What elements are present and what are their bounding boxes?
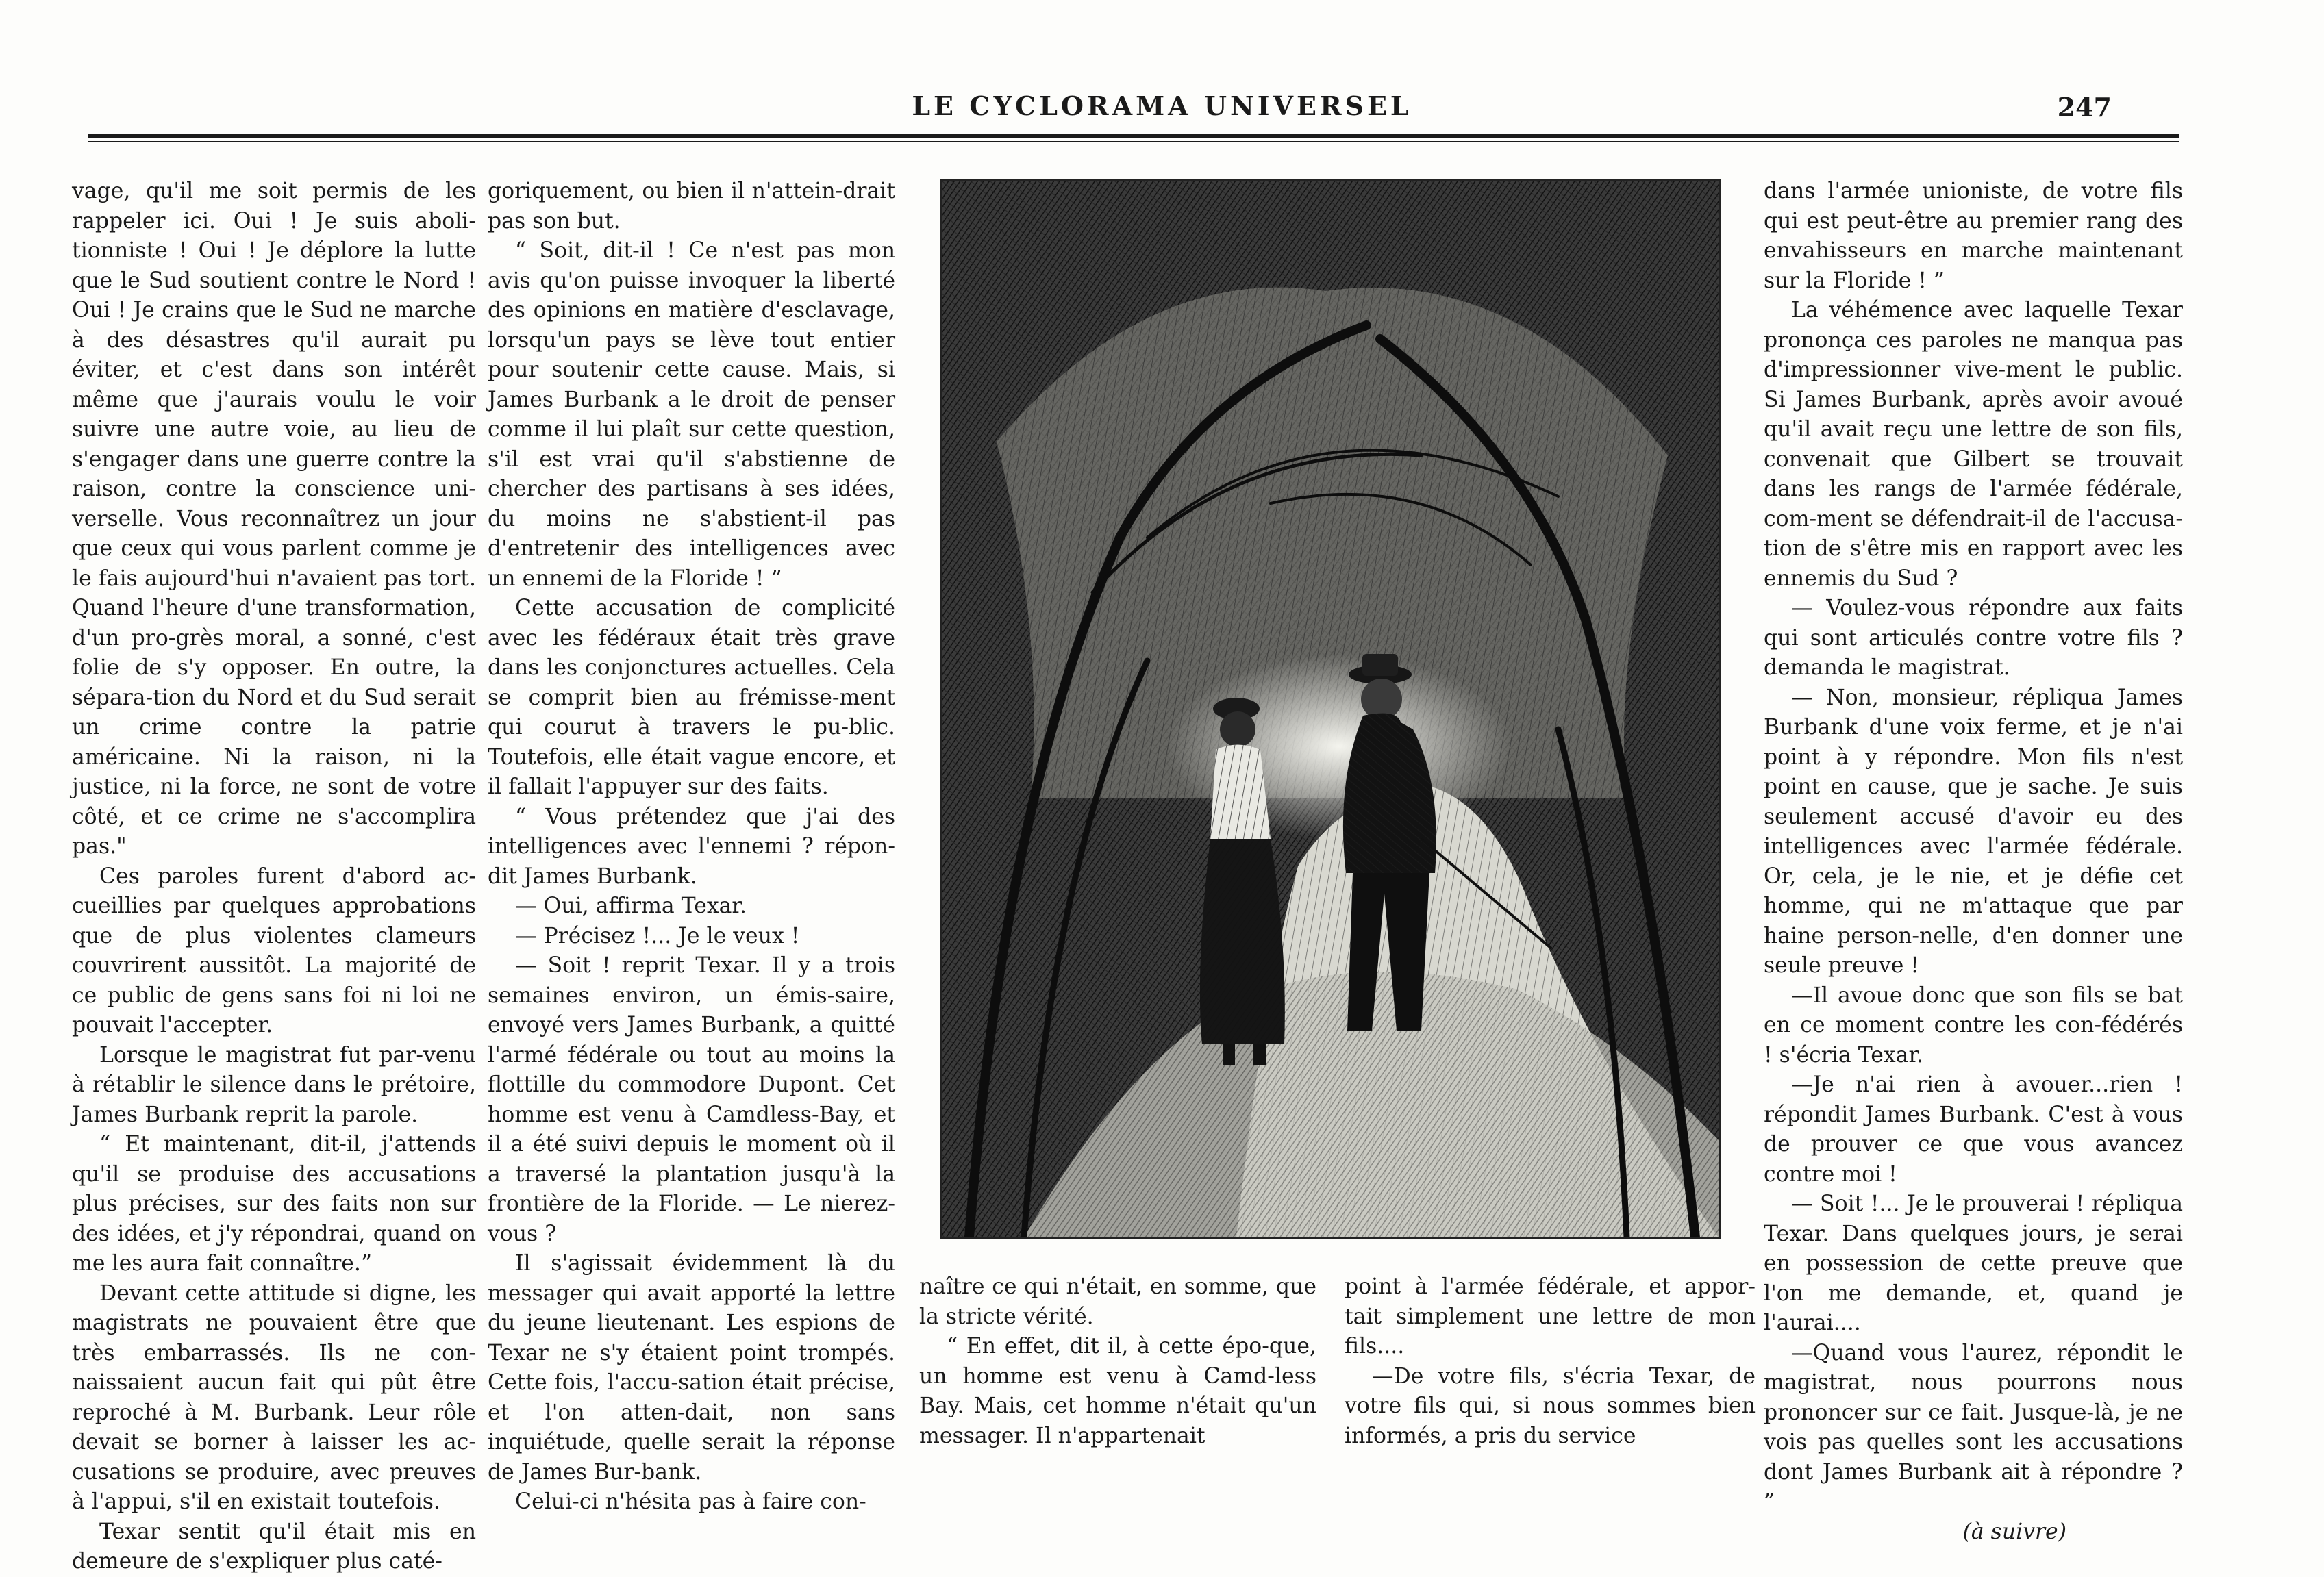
paragraph: “ Soit, dit-il ! Ce n'est pas mon avis qu'on puisse invoquer la liberté des opinions en matière d'esclavage, lorsqu'un pays se lève tout entier pour soutenir cette cause. Mais, si James Burbank a le droit de penser comme il lui plaît sur cette question, s'il est vrai qu'il s'abstienne de chercher des partisans à ses idées, du moins ne s'abstient-il pas d'entretenir des intelligences avec un ennemi de la Floride ! ” xyxy=(488,238,895,591)
paragraph: goriquement, ou bien il n'attein-drait pas son but. xyxy=(488,179,895,234)
paragraph: “ Vous prétendez que j'ai des intelligences avec l'ennemi ? répon-dit James Burbank. xyxy=(488,804,895,889)
paragraph: Celui-ci n'hésita pas à faire con- xyxy=(515,1489,866,1514)
text-column-5 xyxy=(1764,177,2183,1547)
paragraph: — Soit !... Je le prouverai ! répliqua Texar. Dans quelques jours, je serai en possession de cette preuve que l'on me demande, et, quand je l'aurai.... xyxy=(1764,1191,2183,1335)
paragraph: Ces paroles furent d'abord ac-cueillies par quelques approbations que de plus violentes clameurs couvrirent aussitôt. La majorité de ce public de gens sans foi ni loi ne pouvait l'accepter. xyxy=(72,863,476,1037)
paragraph: —Il avoue donc que son fils se bat en ce moment contre les con-fédérés ! s'écria Texar. xyxy=(1764,983,2183,1068)
paragraph: — Soit ! reprit Texar. Il y a trois semaines environ, un émis-saire, envoyé vers James Burbank, a quitté l'armé fédérale ou tout au moins la flottille du commodore Dupont. Cet homme est venu à Camdless-Bay, et il a été suivi depuis le moment où il a traversé la plantation jusqu'à la frontière de la Floride. — Le nierez-vous ? xyxy=(488,953,895,1246)
paragraph: “ En effet, dit il, à cette épo-que, un homme est venu à Camd-less Bay. Mais, cet homme n'était qu'un messager. Il n'appartenait xyxy=(919,1334,1316,1448)
text-column-1 xyxy=(72,177,476,1577)
paragraph: — Précisez !... Je le veux ! xyxy=(515,923,800,948)
paragraph: Texar sentit qu'il était mis en demeure de s'expliquer plus caté- xyxy=(72,1519,476,1574)
paragraph: —De votre fils, s'écria Texar, de votre fils qui, si nous sommes bien informés, a pris du service xyxy=(1345,1363,1756,1448)
header-rule-thin xyxy=(88,141,2179,142)
page-title: LE CYCLORAMA UNIVERSEL xyxy=(912,90,1412,121)
paragraph: Il s'agissait évidemment là du messager qui avait apporté la lettre du jeune lieutenant. Les espions de Texar ne s'y étaient point trompés. Cette fois, l'accu-sation était précise, et l'on atten-dait, non sans inquiétude, quelle serait la réponse de James Bur-bank. xyxy=(488,1251,895,1485)
paragraph: point à l'armée fédérale, et appor-tait simplement une lettre de mon fils.... xyxy=(1345,1274,1756,1359)
paragraph: dans l'armée unioniste, de votre fils qui est peut-être au premier rang des envahisseurs en marche maintenant sur la Floride ! ” xyxy=(1764,179,2183,293)
paragraph: —Je n'ai rien à avouer...rien ! répondit James Burbank. C'est à vous de prouver ce que vous avancez contre moi ! xyxy=(1764,1072,2183,1187)
forest-path-engraving xyxy=(942,181,1719,1237)
text-column-2 xyxy=(488,177,895,1517)
engraving-illustration xyxy=(940,179,1721,1239)
paragraph: Cette accusation de complicité avec les fédéraux était très grave dans les conjonctures actuelles. Cela se comprit bien au frémisse-ment qui courut à travers le pu-blic. Toutefois, elle était vague encore, et il fallait l'appuyer sur des faits. xyxy=(488,596,895,799)
paragraph: —Quand vous l'aurez, répondit le magistrat, nous pourrons nous prononcer sur ce fait. Jusque-là, je ne vois pas quelles sont les accusations dont James Burbank ait à répondre ? ” xyxy=(1764,1340,2183,1514)
text-column-3 xyxy=(919,1272,1316,1451)
paragraph: “ Et maintenant, dit-il, j'attends qu'il se produise des accusations plus précises, sur des faits non sur des idées, et j'y répondrai, quand on me les aura fait connaître.” xyxy=(72,1132,476,1276)
text-column-4 xyxy=(1345,1272,1756,1451)
paragraph: — Oui, affirma Texar. xyxy=(515,894,747,918)
paragraph: vage, qu'il me soit permis de les rappeler ici. Oui ! Je suis aboli-tionniste ! Oui ! Je déplore la lutte que le Sud soutient contre le Nord ! Oui ! Je crains que le Sud ne marche à des désastres qu'il aurait pu éviter, et c'est dans son intérêt même que j'aurais voulu le voir suivre une autre voie, au lieu de s'engager dans une guerre contre la raison, contre la conscience uni-verselle. Vous reconnaîtrez un jour que ceux qui vous parlent comme je le fais aujourd'hui n'avaient pas tort. Quand l'heure d'une transformation, d'un pro-grès moral, a sonné, c'est folie de s'y opposer. En outre, la sépara-tion du Nord et du Sud serait un crime contre la patrie américaine. Ni la raison, ni la justice, ni la force, ne sont de votre côté, et ce crime ne s'accomplira pas." xyxy=(72,179,476,859)
page-number: 247 xyxy=(2057,92,2112,123)
paragraph: La véhémence avec laquelle Texar prononça ces paroles ne manqua pas d'impressionner vive-ment le public. Si James Burbank, après avoir avoué qu'il avait reçu une lettre de son fils, convenait que Gilbert se trouvait dans les rangs de l'armée fédérale, com-ment se défendrait-il de l'accusa-tion de s'être mis en rapport avec les ennemis du Sud ? xyxy=(1764,298,2183,591)
paragraph: Devant cette attitude si digne, les magistrats ne pouvaient être que très embarrassés. Ils ne con-naissaient aucun fait qui pût être reproché à M. Burbank. Leur rôle devait se borner à laisser les ac-cusations se produire, avec preuves à l'appui, s'il en existait toutefois. xyxy=(72,1280,476,1514)
paragraph: naître ce qui n'était, en somme, que la stricte vérité. xyxy=(919,1274,1316,1329)
header-rule-thick xyxy=(88,134,2179,138)
paragraph: Lorsque le magistrat fut par-venu à rétablir le silence dans le prétoire, James Burbank reprit la parole. xyxy=(72,1042,476,1127)
paragraph: — Non, monsieur, répliqua James Burbank d'une voix ferme, et je n'ai point à y répondre. Mon fils n'est point en cause, que je sache. Je suis seulement accusé d'avoir eu des intelligences avec l'armée fédérale. Or, cela, je le nie, et je défie cet homme, qui ne m'attaque que par haine person-nelle, d'en donner une seule preuve ! xyxy=(1764,685,2183,978)
to-be-continued: (à suivre) xyxy=(1962,1519,2066,1544)
paragraph: — Voulez-vous répondre aux faits qui sont articulés contre votre fils ? demanda le magistrat. xyxy=(1764,596,2183,680)
